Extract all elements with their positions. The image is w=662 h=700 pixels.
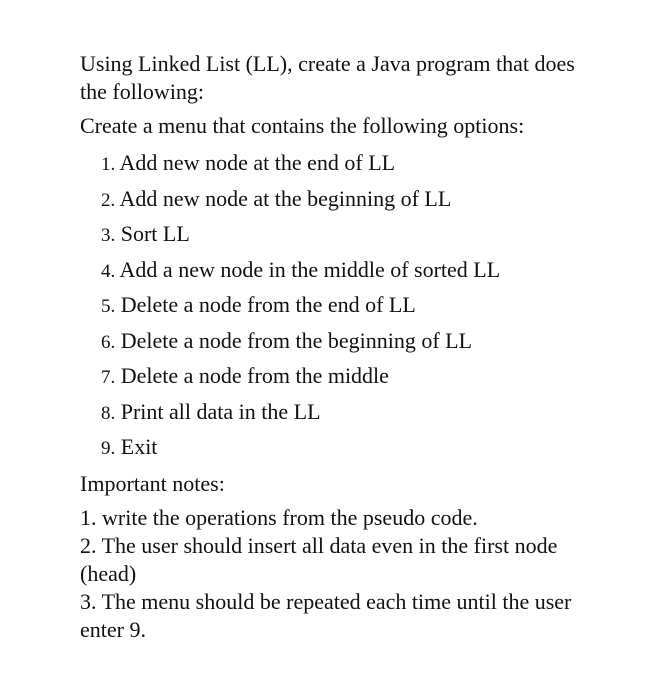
menu-options-list <box>80 146 580 466</box>
note-item: 1. write the operations from the pseudo code. <box>80 504 478 530</box>
menu-option <box>80 217 580 253</box>
menu-option <box>80 288 580 324</box>
menu-option <box>80 182 580 218</box>
menu-option-text: Add a new node in the middle of sorted LL <box>119 256 501 282</box>
menu-heading: Create a menu that contains the following options: <box>80 113 525 138</box>
menu-option-number: 1. <box>101 154 116 175</box>
menu-option-text: Add new node at the end of LL <box>119 150 396 175</box>
menu-option <box>80 359 580 395</box>
menu-option-number: 2. <box>101 189 116 211</box>
note-item: 3. The menu should be repeated each time until the user enter 9. <box>80 588 572 642</box>
menu-option-number: 8. <box>101 402 116 424</box>
menu-option <box>80 253 580 289</box>
menu-option-text: Add new node at the beginning of LL <box>119 185 452 211</box>
menu-option-text: Delete a node from the end of LL <box>120 292 416 317</box>
menu-option-number: 6. <box>101 331 116 353</box>
assignment-document <box>80 50 580 644</box>
menu-option-text: Delete a node from the beginning of LL <box>120 327 473 353</box>
menu-option-number: 9. <box>101 438 116 459</box>
menu-option <box>80 430 580 466</box>
note-item: 2. The user should insert all data even in the first node (head) <box>80 532 558 586</box>
menu-option <box>80 146 580 182</box>
menu-option-number: 4. <box>101 260 116 282</box>
menu-option-text: Sort LL <box>120 221 190 246</box>
menu-option-number: 3. <box>101 225 116 246</box>
intro-text: Using Linked List (LL), create a Java program that does the following: <box>80 51 575 104</box>
menu-option-number: 5. <box>101 296 116 317</box>
menu-option <box>80 395 580 431</box>
menu-option-text: Delete a node from the middle <box>120 363 389 388</box>
menu-option <box>80 324 580 360</box>
menu-option-text: Exit <box>120 434 158 459</box>
notes-heading: Important notes: <box>80 470 225 496</box>
menu-option-text: Print all data in the LL <box>120 398 321 424</box>
menu-option-number: 7. <box>101 367 116 388</box>
